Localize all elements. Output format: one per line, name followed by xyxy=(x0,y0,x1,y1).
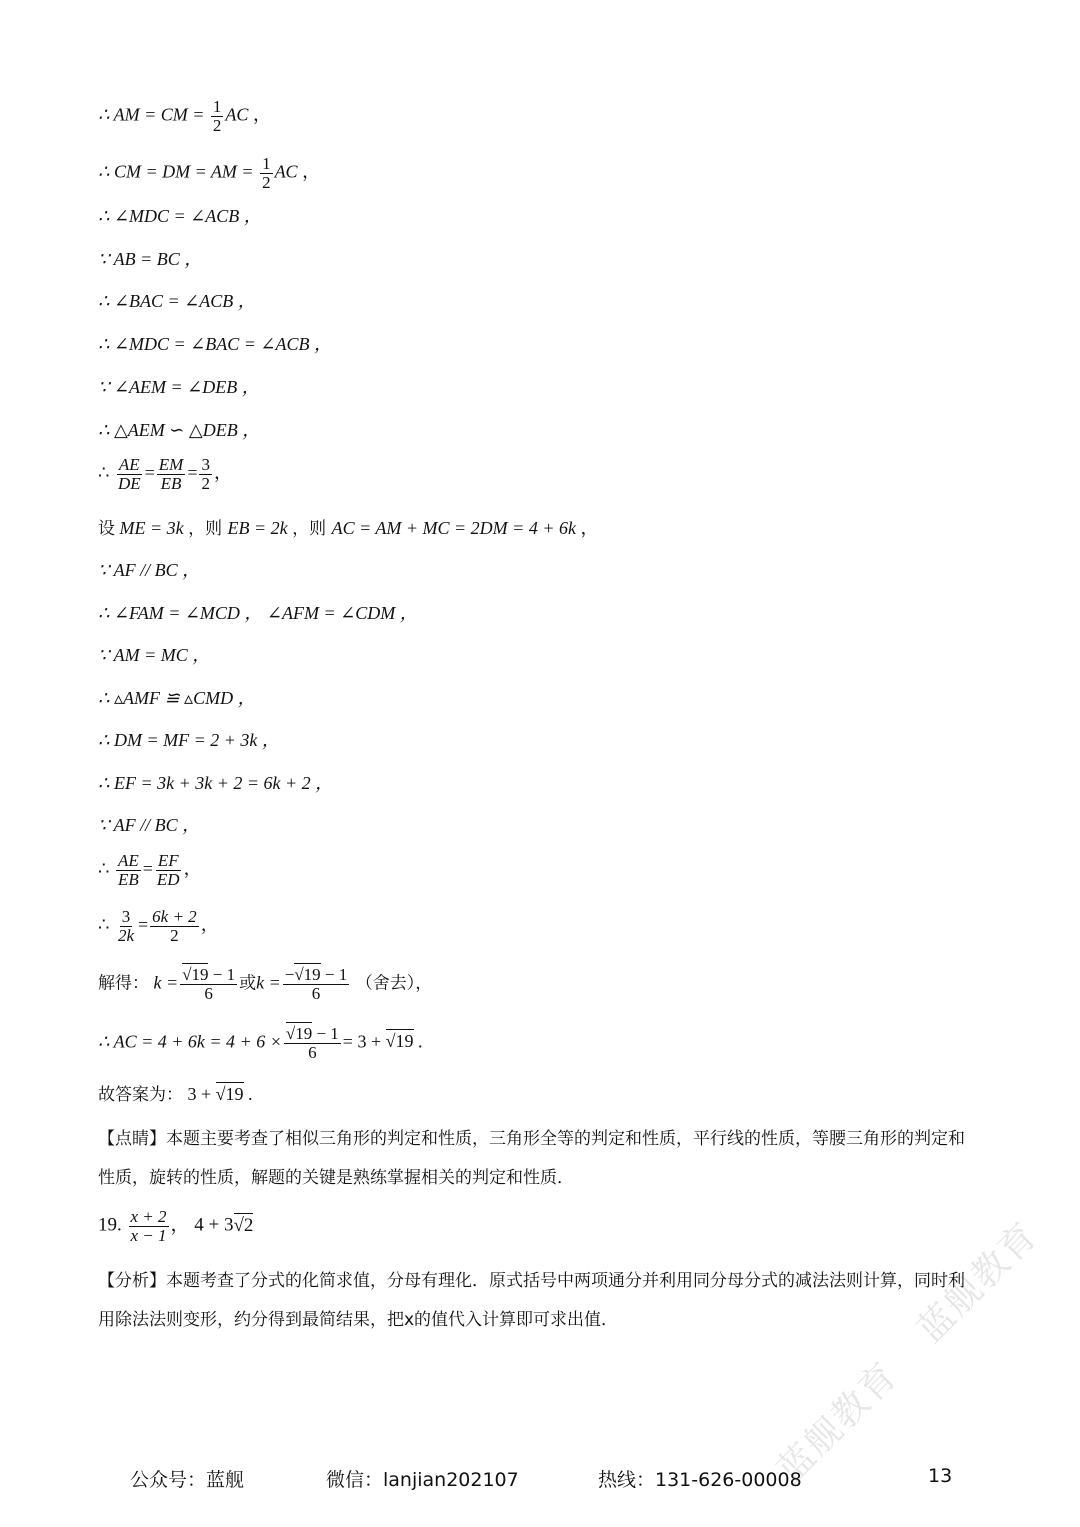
solution-line: ∴ ∠MDC = ∠BAC = ∠ACB ， xyxy=(98,334,332,354)
watermark: 蓝舰教育 xyxy=(909,1214,1047,1351)
solution-line: ∴ EF = 3k + 3k + 2 = 6k + 2 ， xyxy=(98,773,334,793)
solution-line: ∵ ∠AEM = ∠DEB ， xyxy=(98,377,260,397)
solution-line: ∴ CM = DM = AM = $\frac{1}{2}$ AC ， xyxy=(98,154,321,192)
solution-line: 解得： k = $\frac{√19 - 1}{6}$ 或k = $\frac{-√19 - 1}{6}$ （舍去）， xyxy=(98,965,433,1003)
footer-page-number: 13 xyxy=(928,1465,953,1487)
solution-line: ∴ AC = 4 + 6k = 4 + 6 × $\frac{√19 - 1}{6}$ = 3 + √19 . xyxy=(98,1024,423,1062)
solution-line: ∵ AF // BC ， xyxy=(98,560,201,580)
solution-line: ∴ △AEM ∽ △DEB ， xyxy=(98,420,261,440)
solution-line: ∴ $\frac{3}{2k}$ = $\frac{6k + 2}{2}$ ， xyxy=(98,907,219,945)
footer-hotline: 热线：131-626-00008 xyxy=(598,1469,802,1491)
question-19-answer: 19. $\frac{x + 2}{x - 1}$ ， 4 + 3√2 xyxy=(98,1207,254,1245)
solution-line: ∵ AM = MC ， xyxy=(98,645,211,665)
solution-line: ∴ $\frac{AE}{EB}$ = $\frac{EF}{ED}$ ， xyxy=(98,851,202,889)
footer-wechat: 微信：lanjian202107 xyxy=(326,1469,519,1491)
solution-line: ∴ ▵AMF ≌ ▵CMD ， xyxy=(98,688,256,708)
analysis-paragraph: 【分析】本题考查了分式的化简求值，分母有理化．原式括号中两项通分并利用同分母分式的减法法则计算，同时利用除法法则变形，约分得到最简结果，把x的值代入计算即可求出值． xyxy=(98,1271,965,1330)
solution-line: ∴ $\frac{AE}{DE}$ = $\frac{EM}{EB}$ = $\frac{3}{2}$ ， xyxy=(98,455,232,493)
final-answer: 故答案为： 3 + √19 . xyxy=(98,1084,253,1105)
solution-line: ∵ AB = BC ， xyxy=(98,249,203,269)
solution-line: ∴ DM = MF = 2 + 3k ， xyxy=(98,730,280,750)
solution-line: ∴ AM = CM = $\frac{1}{2}$ AC ， xyxy=(98,97,271,135)
watermark: 蓝舰教育 xyxy=(769,1354,907,1491)
solution-line: ∵ AF // BC ， xyxy=(98,815,201,835)
comment-paragraph: 【点睛】本题主要考查了相似三角形的判定和性质，三角形全等的判定和性质，平行线的性质，等腰三角形的判定和性质，旋转的性质，解题的关键是熟练掌握相关的判定和性质． xyxy=(98,1129,965,1188)
footer-account: 公众号：蓝舰 xyxy=(130,1469,245,1491)
solution-line: 设 ME = 3k ，则 EB = 2k ，则 AC = AM + MC = 2DM = 4 + 6k ， xyxy=(98,518,599,539)
solution-line: ∴ ∠FAM = ∠MCD ， ∠AFM = ∠CDM ， xyxy=(98,603,418,623)
solution-line: ∴ ∠BAC = ∠ACB ， xyxy=(98,291,256,311)
solution-line: ∴ ∠MDC = ∠ACB ， xyxy=(98,206,262,226)
